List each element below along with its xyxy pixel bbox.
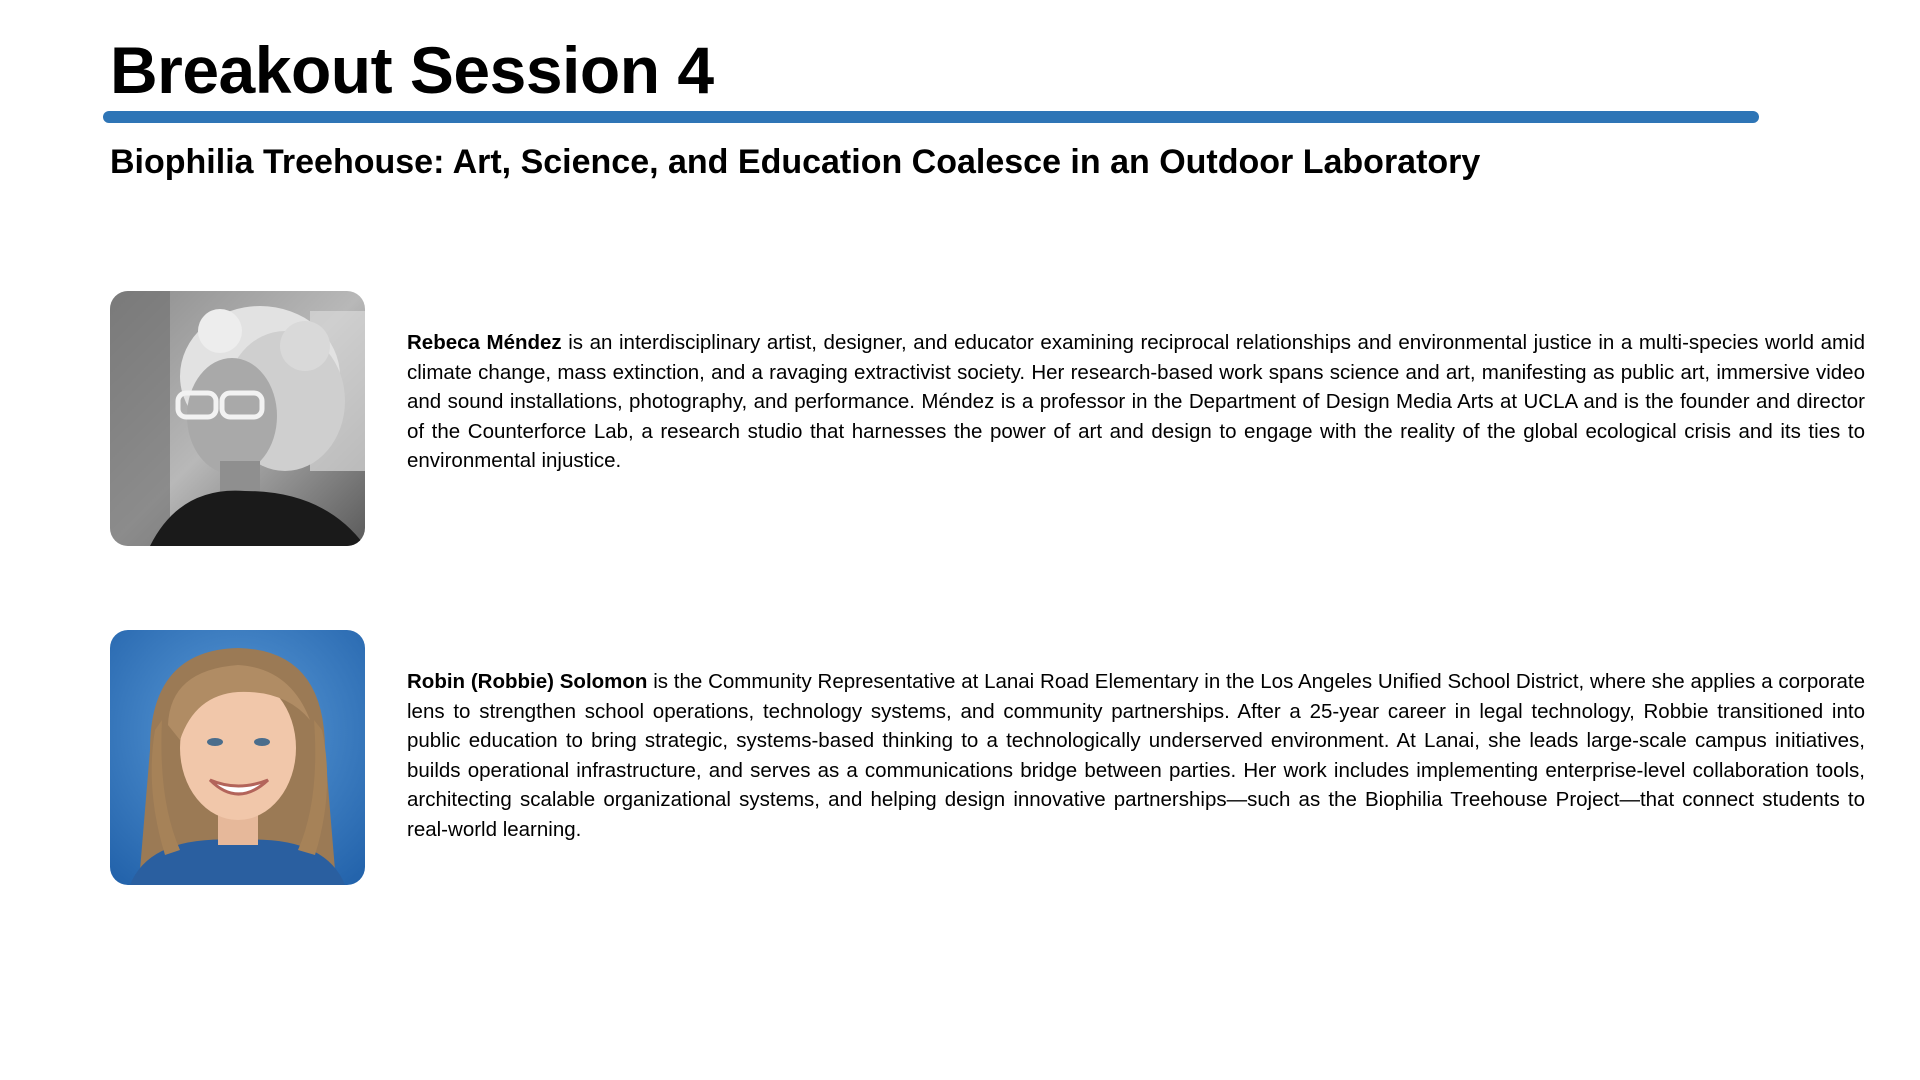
page-title: Breakout Session 4 bbox=[110, 33, 714, 107]
speaker-bio-mendez bbox=[407, 328, 1865, 476]
portrait-icon bbox=[110, 291, 365, 546]
speaker-bio-text: is an interdisciplinary artist, designer, and educator examining reciprocal relationships and environmental justice in a multi-species world amid climate change, mass extinction, and a ravaging extractivist society. Her research-based work spans science and art, manifesting as public art, immersive video and sound installations, photography, and performance. Méndez is a professor in the Department of Design Media Arts at UCLA and is the founder and director of the Counterforce Lab, a research studio that harnesses the power of art and design to engage with the reality of the global ecological crisis and its ties to environmental injustice. bbox=[407, 331, 1865, 473]
speaker-photo-mendez bbox=[110, 291, 365, 546]
session-subtitle: Biophilia Treehouse: Art, Science, and Education Coalesce in an Outdoor Laboratory bbox=[110, 143, 1481, 181]
speaker-photo-solomon bbox=[110, 630, 365, 885]
title-divider bbox=[103, 111, 1759, 123]
portrait-icon bbox=[110, 630, 365, 885]
speaker-name: Rebeca Méndez bbox=[407, 331, 562, 354]
speaker-bio-text: is the Community Representative at Lanai Road Elementary in the Los Angeles Unified School District, where she applies a corporate lens to strengthen school operations, technology systems, and community partnerships. After a 25-year career in legal technology, Robbie transitioned into public education to bring strategic, systems-based thinking to a technologically underserved environment. At Lanai, she leads large-scale campus initiatives, builds operational infrastructure, and serves as a communications bridge between parties. Her work includes implementing enterprise-level collaboration tools, architecting scalable organizational systems, and helping design innovative partnerships—such as the Biophilia Treehouse Project—that connect students to real-world learning. bbox=[407, 670, 1865, 841]
speaker-bio-solomon bbox=[407, 667, 1865, 845]
speaker-name: Robin (Robbie) Solomon bbox=[407, 670, 648, 693]
